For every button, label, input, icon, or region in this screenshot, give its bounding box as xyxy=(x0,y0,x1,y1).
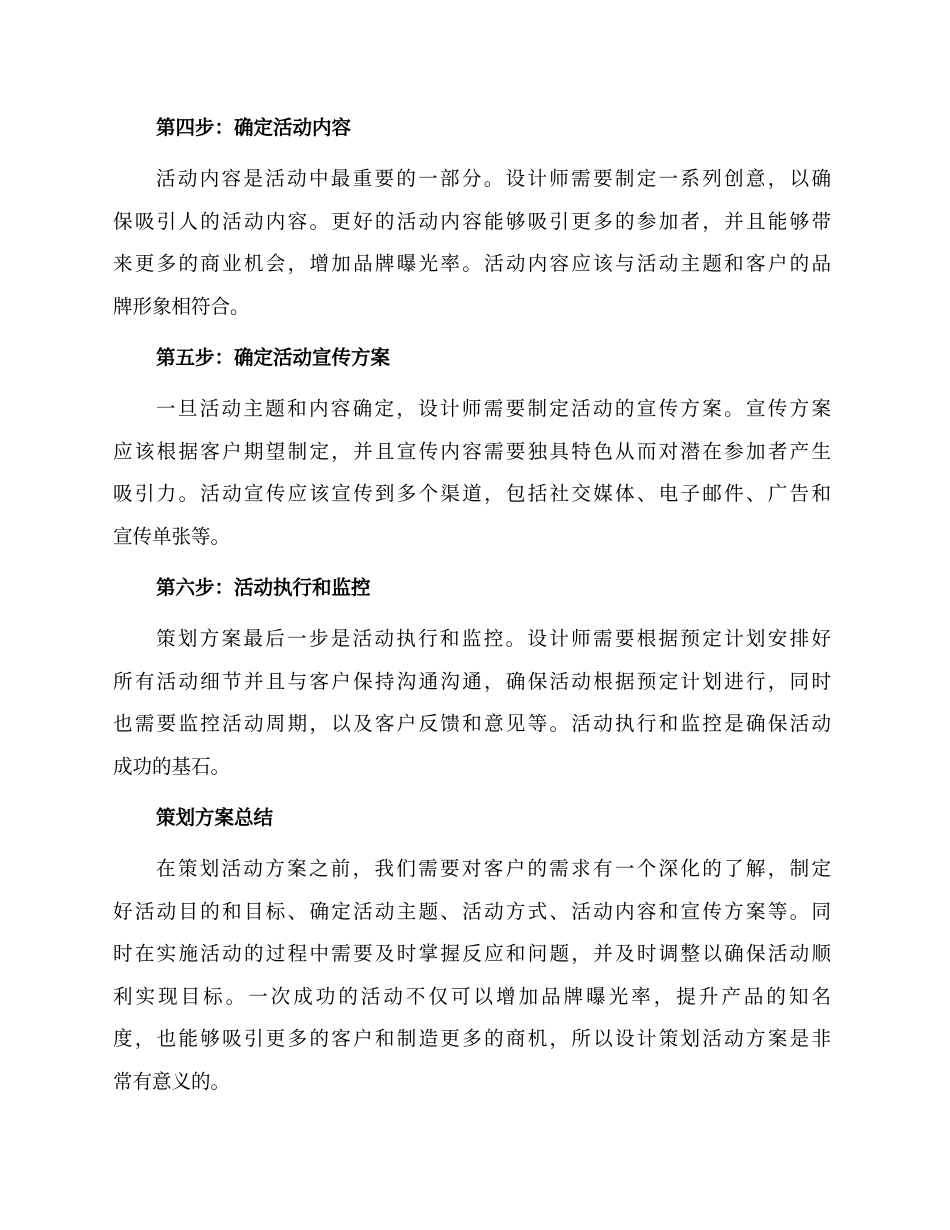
paragraph-line: 策划方案最后一步是活动执行和监控。设计师需要根据预定计划安排好 xyxy=(156,627,831,650)
paragraph-line: 成功的基石。 xyxy=(113,754,231,778)
paragraph-line: 活动内容是活动中最重要的一部分。设计师需要制定一系列创意，以确 xyxy=(156,167,831,190)
paragraph-line: 一旦活动主题和内容确定，设计师需要制定活动的宣传方案。宣传方案 xyxy=(156,397,831,420)
paragraph-line: 所有活动细节并且与客户保持沟通沟通，确保活动根据预定计划进行，同时 xyxy=(113,669,831,693)
section-heading: 第六步：活动执行和监控 xyxy=(156,576,371,599)
paragraph-line: 常有意义的。 xyxy=(113,1069,231,1093)
paragraph-line: 也需要监控活动周期，以及客户反馈和意见等。活动执行和监控是确保活动 xyxy=(113,712,831,735)
section-paragraph xyxy=(113,618,831,788)
paragraph-line: 应该根据客户期望制定，并且宣传内容需要独具特色从而对潜在参加者产生 xyxy=(113,439,831,463)
paragraph-line: 吸引力。活动宣传应该宣传到多个渠道，包括社交媒体、电子邮件、广告和 xyxy=(113,482,831,505)
paragraph-line: 好活动目的和目标、确定活动主题、活动方式、活动内容和宣传方案等。同 xyxy=(113,899,831,923)
section-step-six xyxy=(113,568,831,788)
section-step-four xyxy=(113,108,831,328)
section-paragraph xyxy=(113,158,831,328)
section-paragraph xyxy=(113,848,831,1103)
paragraph-line: 时在实施活动的过程中需要及时掌握反应和问题，并及时调整以确保活动顺 xyxy=(113,942,831,965)
section-heading: 第四步：确定活动内容 xyxy=(156,116,352,139)
section-summary xyxy=(113,798,831,1103)
section-paragraph xyxy=(113,388,831,558)
paragraph-line: 度，也能够吸引更多的客户和制造更多的商机，所以设计策划活动方案是非 xyxy=(113,1027,831,1050)
section-step-five xyxy=(113,338,831,558)
paragraph-line: 利实现目标。一次成功的活动不仅可以增加品牌曝光率，提升产品的知名 xyxy=(113,984,831,1008)
paragraph-line: 在策划活动方案之前，我们需要对客户的需求有一个深化的了解，制定 xyxy=(156,857,831,880)
section-heading: 策划方案总结 xyxy=(156,806,274,829)
paragraph-line: 宣传单张等。 xyxy=(113,524,231,548)
paragraph-line: 保吸引人的活动内容。更好的活动内容能够吸引更多的参加者，并且能够带 xyxy=(113,209,831,233)
document-page xyxy=(113,108,831,1113)
paragraph-line: 牌形象相符合。 xyxy=(113,294,250,318)
paragraph-line: 来更多的商业机会，增加品牌曝光率。活动内容应该与活动主题和客户的品 xyxy=(113,252,831,275)
section-heading: 第五步：确定活动宣传方案 xyxy=(156,346,391,369)
